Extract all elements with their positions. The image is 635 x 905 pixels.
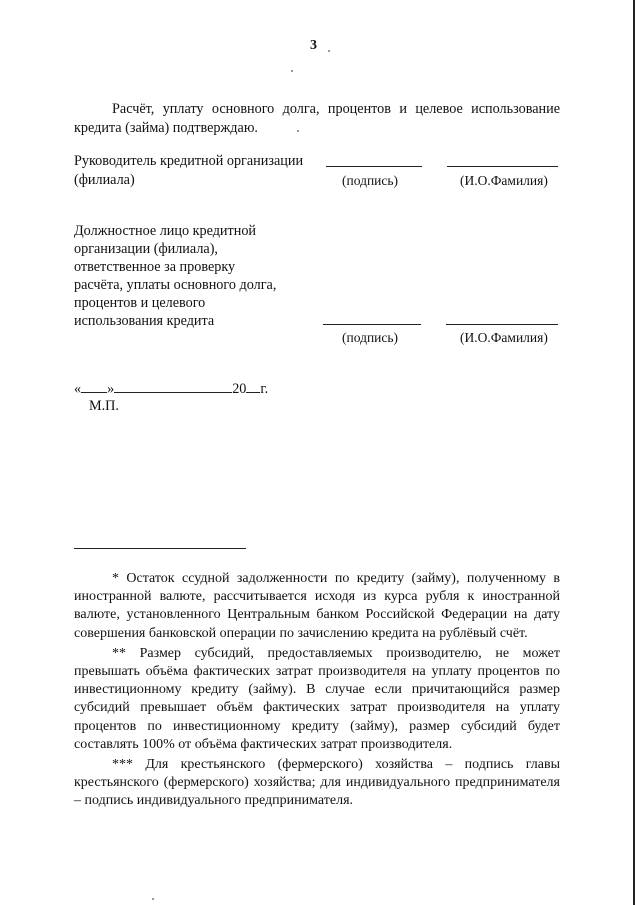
scan-speck (152, 898, 154, 900)
footnote-3: *** Для крестьянского (фермерского) хозяйства – подпись главы крестьянского (фермерского) хозяйства; для индивидуального предпринимателя – подпись индивидуального предпринимателя. (74, 757, 560, 809)
year-suffix: г. (260, 381, 269, 397)
date-line (74, 378, 268, 399)
scan-speck (328, 50, 330, 52)
official-title-line-5: процентов и целевого (74, 295, 206, 311)
official-signature-line (323, 324, 421, 325)
footnote-separator (74, 548, 246, 549)
official-title-line-4: расчёта, уплаты основного долга, (74, 277, 277, 293)
stamp-place: М.П. (89, 398, 119, 414)
date-close-quote: » (107, 381, 115, 397)
head-signature-line (326, 166, 422, 167)
year-blank (246, 378, 260, 393)
scan-speck (297, 130, 299, 132)
official-title-line-1: Должностное лицо кредитной (74, 223, 256, 239)
confirmation-paragraph: Расчёт, уплату основного долга, процентов и целевое использование кредита (займа) подтверждаю. (74, 101, 560, 136)
year-prefix: 20 (232, 381, 247, 397)
footnote-1: * Остаток ссудной задолженности по кредиту (займу), полученному в иностранной валюте, рассчитывается исходя из курса рубля к иностранной валюте, установленного Центральным банком Российской Федерации на дату совершения банковской операции по зачислению кредита на рублёвый счёт. (74, 571, 560, 641)
head-name-line (447, 166, 558, 167)
footnotes (74, 570, 560, 811)
footnote-2: ** Размер субсидий, предоставляемых производителю, не может превышать объёма фактических затрат производителя на уплату процентов по инвестиционному кредиту (займу). В случае если причитающийся размер субсидий превышает объём фактических затрат производителя на уплату процентов по инвестиционному кредиту (займу), размер субсидий будет составлять 100% от объёма фактических затрат производителя. (74, 645, 560, 752)
official-signature-caption: (подпись) (342, 330, 399, 345)
page-number: 3 (310, 38, 317, 53)
official-name-line (446, 324, 558, 325)
head-signatory-title-line1: Руководитель кредитной организации (74, 153, 304, 169)
official-title-line-2: организации (филиала), (74, 241, 218, 257)
head-name-caption: (И.О.Фамилия) (460, 173, 548, 188)
scan-speck (291, 70, 293, 72)
date-open-quote: « (74, 381, 82, 397)
official-title-line-6: использования кредита (74, 313, 215, 329)
head-signature-caption: (подпись) (342, 173, 399, 188)
official-title-line-3: ответственное за проверку (74, 259, 236, 275)
official-name-caption: (И.О.Фамилия) (460, 330, 548, 345)
month-blank (114, 378, 232, 393)
day-blank (81, 378, 107, 393)
head-signatory-title-line2: (филиала) (74, 172, 135, 188)
